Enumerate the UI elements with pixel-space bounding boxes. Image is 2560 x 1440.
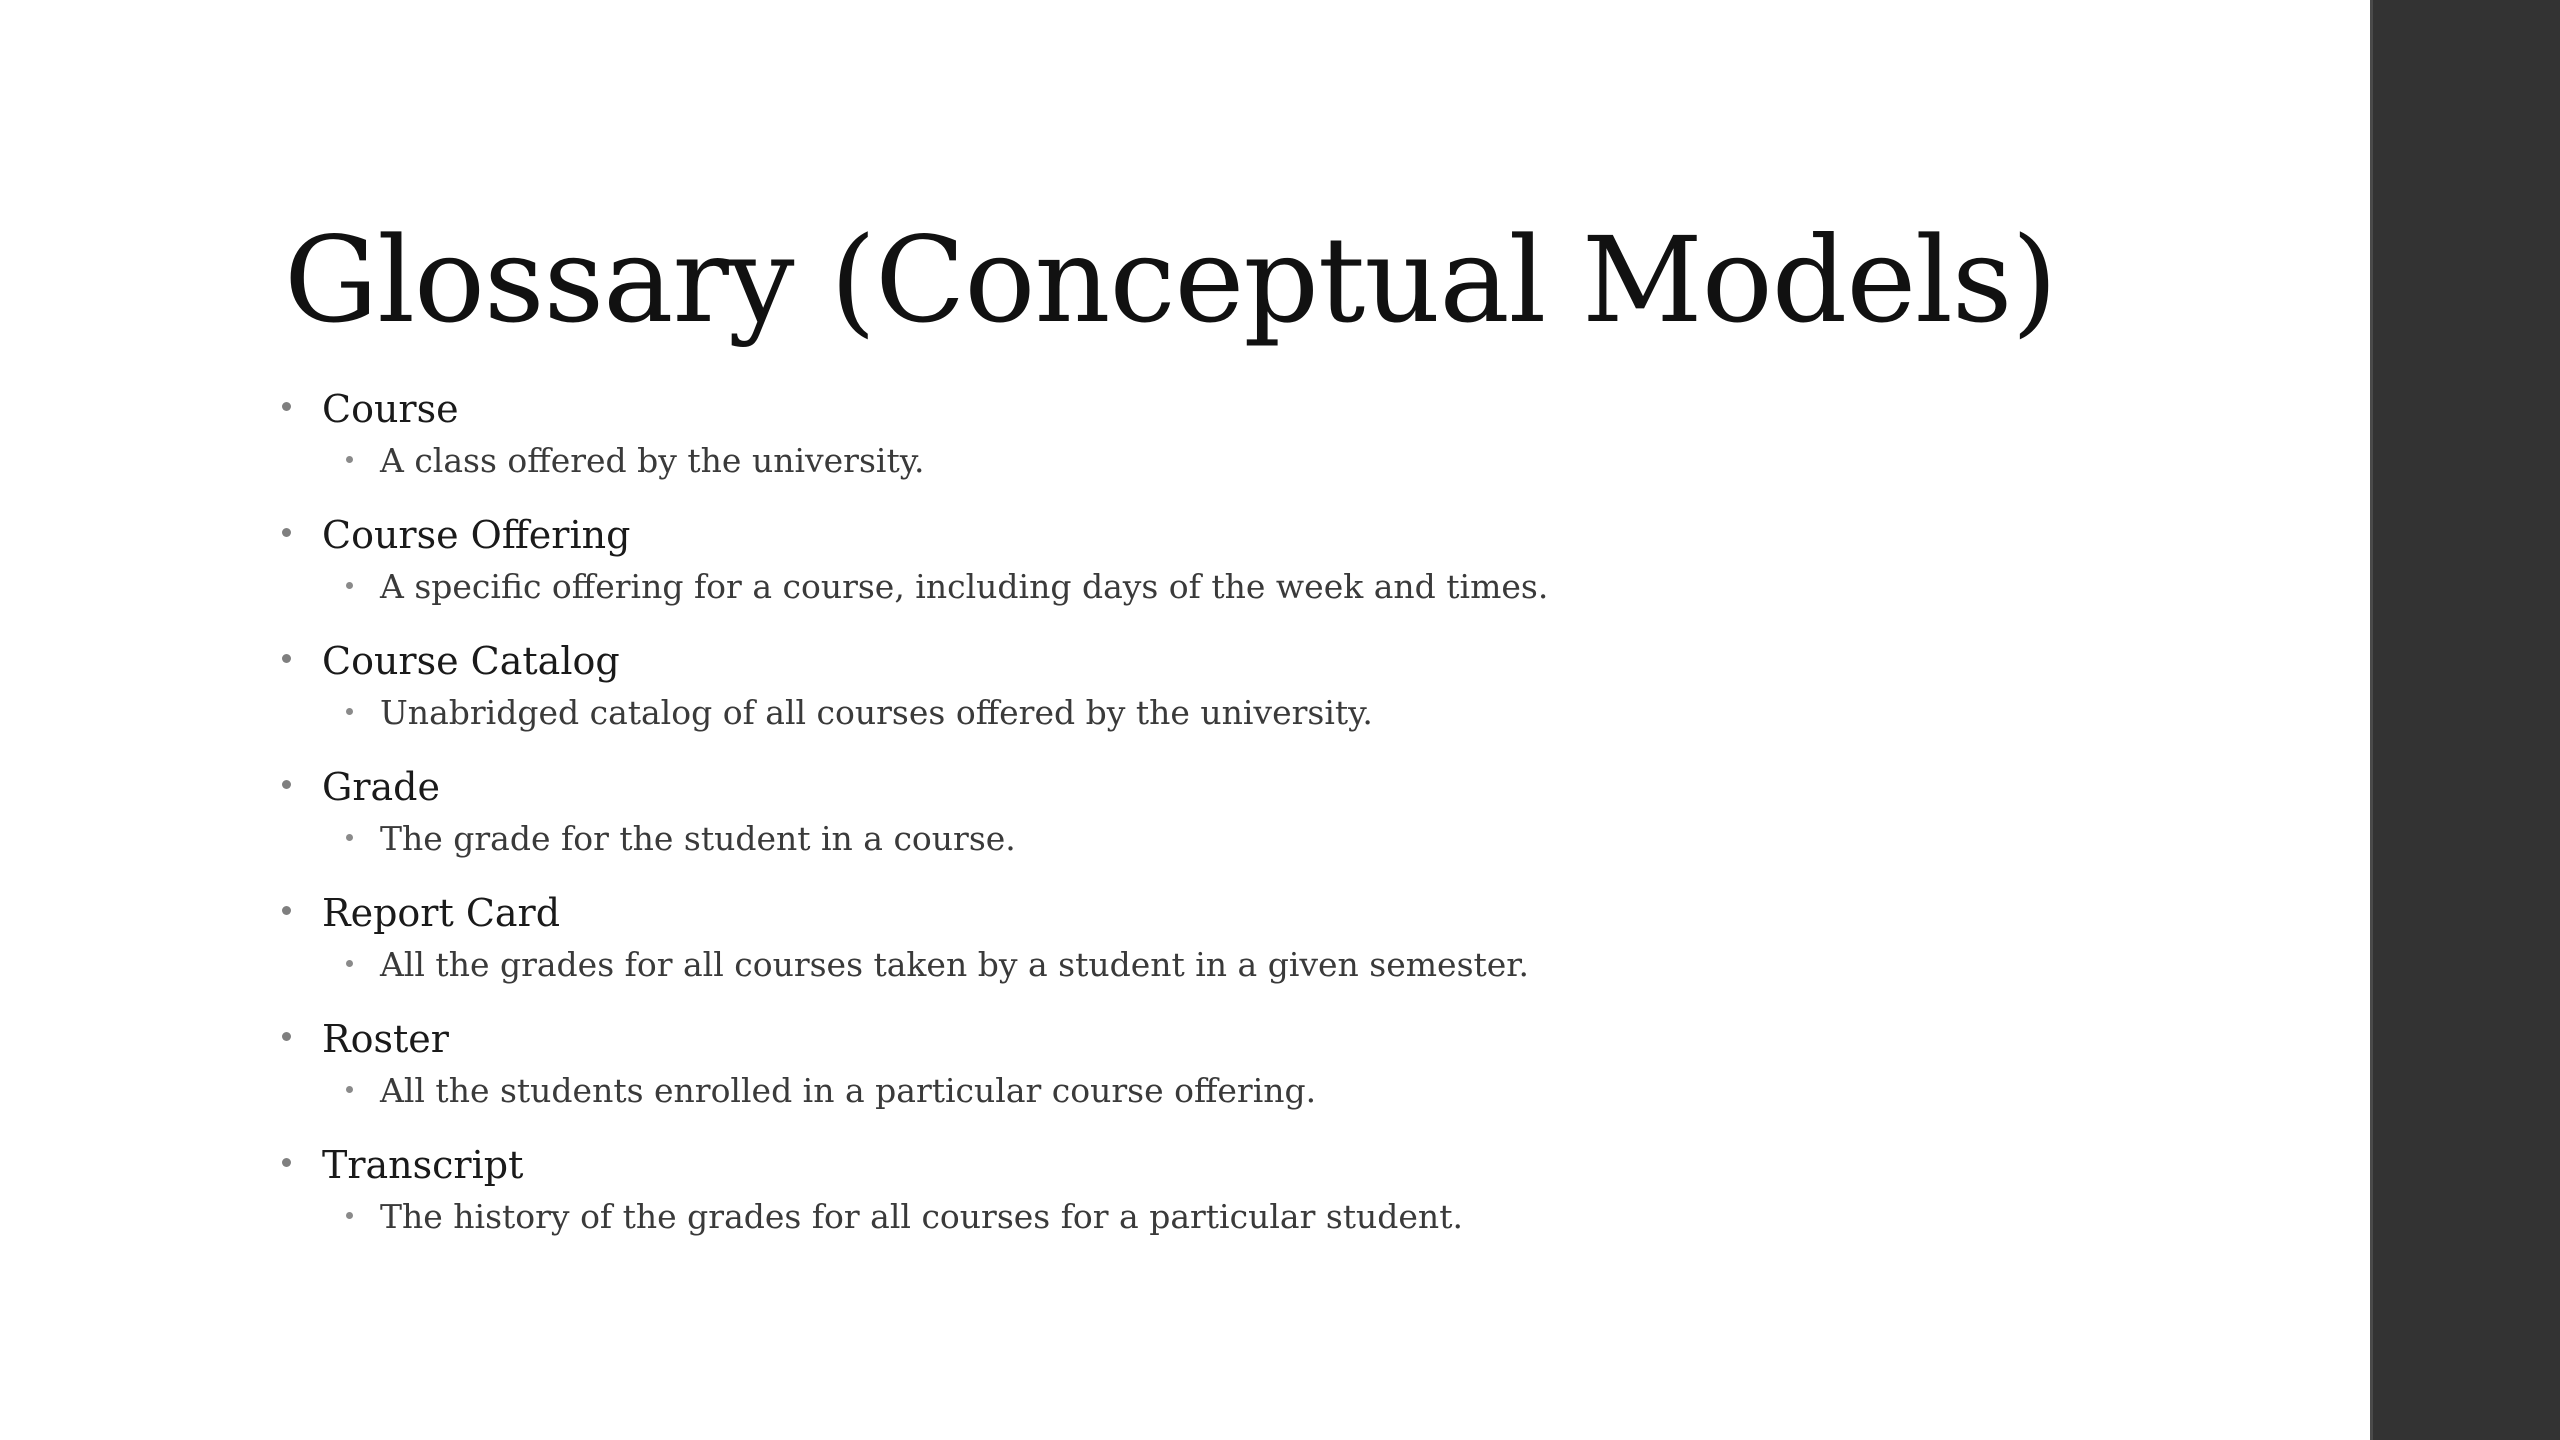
term-row bbox=[282, 380, 2182, 438]
side-bar bbox=[2370, 0, 2560, 1440]
definition-row bbox=[282, 1194, 2182, 1240]
definition-row bbox=[282, 1068, 2182, 1114]
bullet-icon bbox=[282, 1032, 291, 1041]
sub-bullet-icon bbox=[346, 582, 353, 589]
glossary-definition: The history of the grades for all courses for a particular student. bbox=[380, 1197, 1463, 1236]
glossary-term: Course Catalog bbox=[322, 639, 620, 683]
glossary-definition: All the grades for all courses taken by a student in a given semester. bbox=[380, 945, 1529, 984]
bullet-icon bbox=[282, 906, 291, 915]
bullet-icon bbox=[282, 402, 291, 411]
glossary-term: Roster bbox=[322, 1017, 449, 1061]
slide-title: Glossary (Conceptual Models) bbox=[284, 211, 2057, 349]
definition-row bbox=[282, 942, 2182, 988]
glossary-term: Report Card bbox=[322, 891, 561, 935]
glossary-entry bbox=[282, 632, 2182, 758]
bullet-icon bbox=[282, 1158, 291, 1167]
glossary-entry bbox=[282, 506, 2182, 632]
sub-bullet-icon bbox=[346, 960, 353, 967]
definition-row bbox=[282, 438, 2182, 484]
term-row bbox=[282, 758, 2182, 816]
glossary-definition: A class offered by the university. bbox=[380, 441, 925, 480]
sub-bullet-icon bbox=[346, 456, 353, 463]
bullet-icon bbox=[282, 780, 291, 789]
sub-bullet-icon bbox=[346, 708, 353, 715]
definition-row bbox=[282, 690, 2182, 736]
glossary-definition: A specific offering for a course, including days of the week and times. bbox=[380, 567, 1549, 606]
glossary-entry bbox=[282, 380, 2182, 506]
glossary-definition: The grade for the student in a course. bbox=[380, 819, 1016, 858]
term-row bbox=[282, 506, 2182, 564]
term-row bbox=[282, 884, 2182, 942]
glossary-definition: Unabridged catalog of all courses offered by the university. bbox=[380, 693, 1373, 732]
glossary-definition: All the students enrolled in a particular course offering. bbox=[380, 1071, 1317, 1110]
definition-row bbox=[282, 564, 2182, 610]
bullet-icon bbox=[282, 654, 291, 663]
glossary-entry bbox=[282, 758, 2182, 884]
definition-row bbox=[282, 816, 2182, 862]
term-row bbox=[282, 632, 2182, 690]
glossary-entry bbox=[282, 884, 2182, 1010]
term-row bbox=[282, 1010, 2182, 1068]
sub-bullet-icon bbox=[346, 1086, 353, 1093]
glossary-term: Grade bbox=[322, 765, 440, 809]
term-row bbox=[282, 1136, 2182, 1194]
glossary-entry bbox=[282, 1136, 2182, 1262]
sub-bullet-icon bbox=[346, 1212, 353, 1219]
glossary-term: Course Offering bbox=[322, 513, 631, 557]
glossary-entry bbox=[282, 1010, 2182, 1136]
bullet-icon bbox=[282, 528, 291, 537]
glossary-list bbox=[282, 380, 2182, 1262]
sub-bullet-icon bbox=[346, 834, 353, 841]
glossary-term: Course bbox=[322, 387, 459, 431]
glossary-term: Transcript bbox=[322, 1143, 524, 1187]
